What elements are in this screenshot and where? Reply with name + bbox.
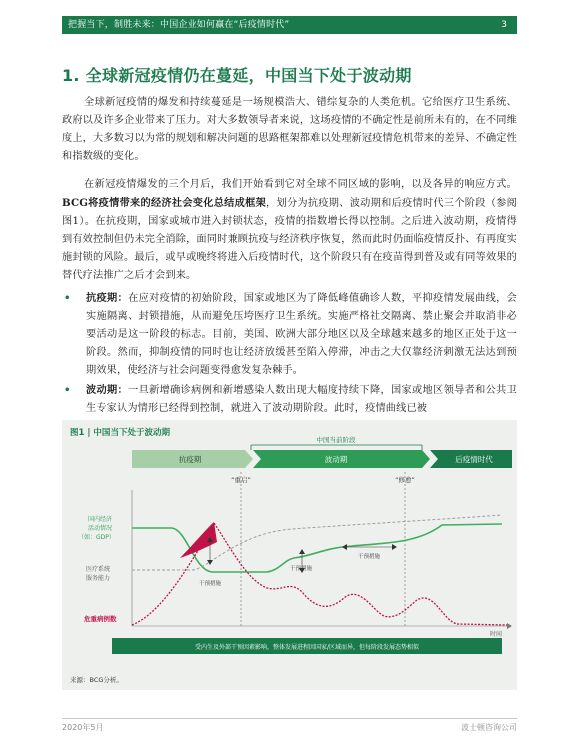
section-title: 1. 全球新冠疫情仍在蔓延，中国当下处于波动期 (62, 66, 412, 85)
footer-date: 2020年5月 (62, 723, 104, 732)
bullet-text (86, 381, 517, 418)
phase-diagram (62, 420, 517, 670)
y-label-capacity-2: 服务能力 (86, 575, 111, 582)
header-title: 把握当下，制胜未来：中国企业如何赢在“后疫情时代” (68, 20, 290, 30)
intervention-label-2: 干预措施 (290, 566, 313, 572)
event-recovery: “修愈” (395, 476, 415, 484)
bullet-body: 在应对疫情的初始阶段，国家或地区为了降低峰值确诊人数，平抑疫情发展曲线，会实施隔离、封锁措施，从而避免压垮医疗卫生系统。实施严格社交隔离、禁止聚会并取消非必要活动是这一阶段的标志。目前，美国、欧洲大部分地区以及全球越来越多的地区正处于这一阶段。然而，抑制疫情的同时也让经济放缓甚至陷入停滞，冲击之大仅靠经济刺激无法达到预期效果，使经济与社会问题变得愈发复杂棘手。 (86, 293, 518, 376)
bullet-body: 一旦新增确诊病例和新增感染人数出现大幅度持续下降，国家或地区领导者和公共卫生专家认为情形已经得到控制，就进入了波动期阶段。此时，疫情曲线已被 (86, 385, 518, 414)
x-axis-label: 时间 (490, 631, 503, 638)
intervention-label-1: 干预措施 (199, 581, 222, 587)
x-axis-arrow (507, 623, 512, 629)
bullet-dot: • (64, 292, 71, 304)
phase-label-2: 波动期 (324, 455, 348, 464)
figure-1 (62, 420, 517, 690)
paragraph-2-post: ，划分为抗疫期、波动期和后疫情时代三个阶段（参阅图1）。在抗疫期，国家或城市进入封锁状态，疫情的指数增长得以控制。之后进入波动期，疫情得到有效控制但仍未完全消除，面同时兼顾抗疫与经济秩序恢复，然而此时仍面临疫情反扑、有再度实施封锁的风险。最后，或早或晚终将进入后疫情时代，这个阶段只有在疫苗得到普及或有同等效果的替代疗法推广之后才会到来。 (62, 198, 517, 281)
phase-label-3: 后疫情时代 (455, 455, 493, 464)
header-bar (62, 16, 517, 34)
intervention-label-3: 干预措施 (358, 554, 381, 560)
y-label-economy-3: （如：GDP） (78, 534, 115, 541)
bullet-label: 抗疫期： (86, 292, 129, 304)
footer-company: 波士顿咨询公司 (461, 723, 517, 732)
current-stage-label: 中国当前阶段 (316, 436, 356, 444)
figure-banner-text: 受内生及外部干预因素影响，整体发展进程因国家/区域而异，但每阶段发展态势相似 (194, 644, 420, 651)
event-restart: “重启” (231, 476, 251, 484)
paragraph-2-pre: 在新冠疫情爆发的三个月后，我们开始看到它对全球不同区域的影响，以及各异的响应方式。 (84, 179, 517, 190)
cases-line (132, 523, 507, 625)
y-label-cases: 危重病例数 (84, 615, 117, 623)
phase-label-1: 抗疫期 (178, 455, 202, 464)
y-label-economy-1: 国内经济 (88, 516, 113, 523)
paragraph-2 (62, 176, 517, 285)
bullet-dot: • (64, 384, 71, 396)
economy-line (132, 524, 502, 572)
figure-title: 图1 | 中国当下处于波动期 (70, 428, 170, 438)
paragraph-1: 全球新冠疫情的爆发和持续蔓延是一场规模浩大、错综复杂的人类危机。它给医疗卫生系统、政府以及许多企业带来了压力。对大多数领导者来说，这场疫情的不确定性是前所未有的，在不同维度上，大多数习以为常的规划和解决问题的思路框架都难以处理新冠疫情危机带来的差异、不确定性和指数级的变化。 (62, 97, 517, 162)
y-label-capacity-1: 医疗系统 (86, 566, 111, 573)
paragraph-2-bold: BCG将疫情带来的经济社会变化总结成框架 (62, 197, 267, 209)
bullet-text (86, 289, 517, 380)
bullet-label: 波动期： (86, 384, 129, 396)
footer-divider (62, 718, 517, 719)
page-number: 3 (501, 20, 507, 30)
figure-source: 来源：BCG分析。 (70, 676, 123, 684)
y-label-economy-2: 活动情况 (88, 525, 113, 532)
